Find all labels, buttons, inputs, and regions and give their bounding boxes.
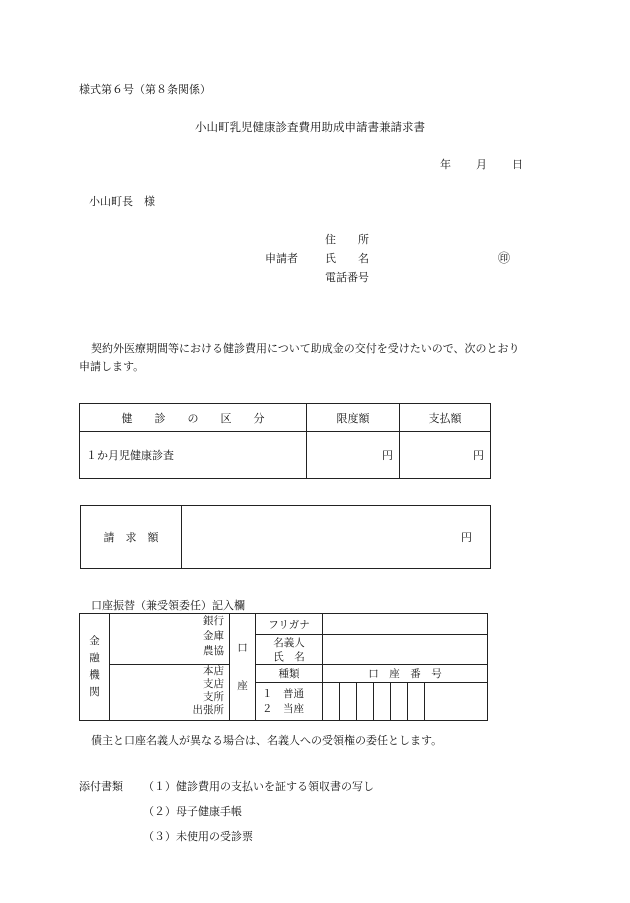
addressee: 小山町長 様 [89,195,155,208]
account-digit[interactable] [425,683,488,721]
branch-type-cell[interactable]: 本店 支店 支所 出張所 [110,665,230,721]
account-digit[interactable] [391,683,408,721]
account-digit[interactable] [374,683,391,721]
body-text-line1: 契約外医療期間等における健診費用について助成金の交付を受けたいので、次のとおり [91,342,520,355]
claim-amount-cell[interactable]: 円 [182,506,491,569]
furigana-label: フリガナ [256,614,323,635]
attachment-item: （２）母子健康手帳 [143,805,242,818]
seal-mark: ㊞ [498,251,511,265]
date-year: 年 [440,158,451,171]
claim-label: 請 求 額 [81,506,182,569]
applicant-phone-label: 電話番号 [325,271,369,284]
claim-table [80,505,491,569]
bank-note: 債主と口座名義人が異なる場合は、名義人への受領権の委任とします。 [91,734,443,747]
applicant-label: 申請者 [265,252,298,265]
institution-label: 金 融 機 関 [80,614,110,721]
attachment-item: （１）健診費用の支払いを証する領収書の写し [143,780,374,793]
holder-name-field[interactable] [323,635,488,665]
exam-table [79,403,491,479]
furigana-field[interactable] [323,614,488,635]
bank-table [79,613,488,721]
header-limit: 限度額 [307,404,400,432]
account-digit[interactable] [323,683,340,721]
account-digit[interactable] [340,683,357,721]
page-title: 小山町乳児健康診査費用助成申請書兼請求書 [195,120,425,134]
body-text-line2: 申請します。 [79,360,145,373]
bank-type-cell[interactable]: 銀行 金庫 農協 [110,614,230,665]
bank-heading: 口座振替（兼受領委任）記入欄 [91,599,245,612]
attachment-item: （３）未使用の受診票 [143,830,253,843]
applicant-address-label: 住 所 [325,233,369,246]
paid-cell[interactable]: 円 [400,432,491,479]
holder-label: 名義人 氏 名 [256,635,323,665]
attachments-label: 添付書類 [79,780,123,793]
account-digit[interactable] [408,683,425,721]
date-day: 日 [512,158,523,171]
account-kind-cell[interactable]: １ 普通 ２ 当座 [256,683,323,721]
form-number: 様式第６号（第８条関係） [79,83,211,96]
account-label: 口 座 [230,614,256,721]
account-number-label: 口 座 番 号 [323,665,488,683]
limit-cell[interactable]: 円 [307,432,400,479]
kind-label: 種類 [256,665,323,683]
applicant-name-label: 氏 名 [325,252,369,265]
header-paid: 支払額 [400,404,491,432]
exam-category: １か月児健康診査 [80,432,307,479]
header-category: 健 診 の 区 分 [80,404,307,432]
account-digit[interactable] [357,683,374,721]
date-month: 月 [476,158,487,171]
